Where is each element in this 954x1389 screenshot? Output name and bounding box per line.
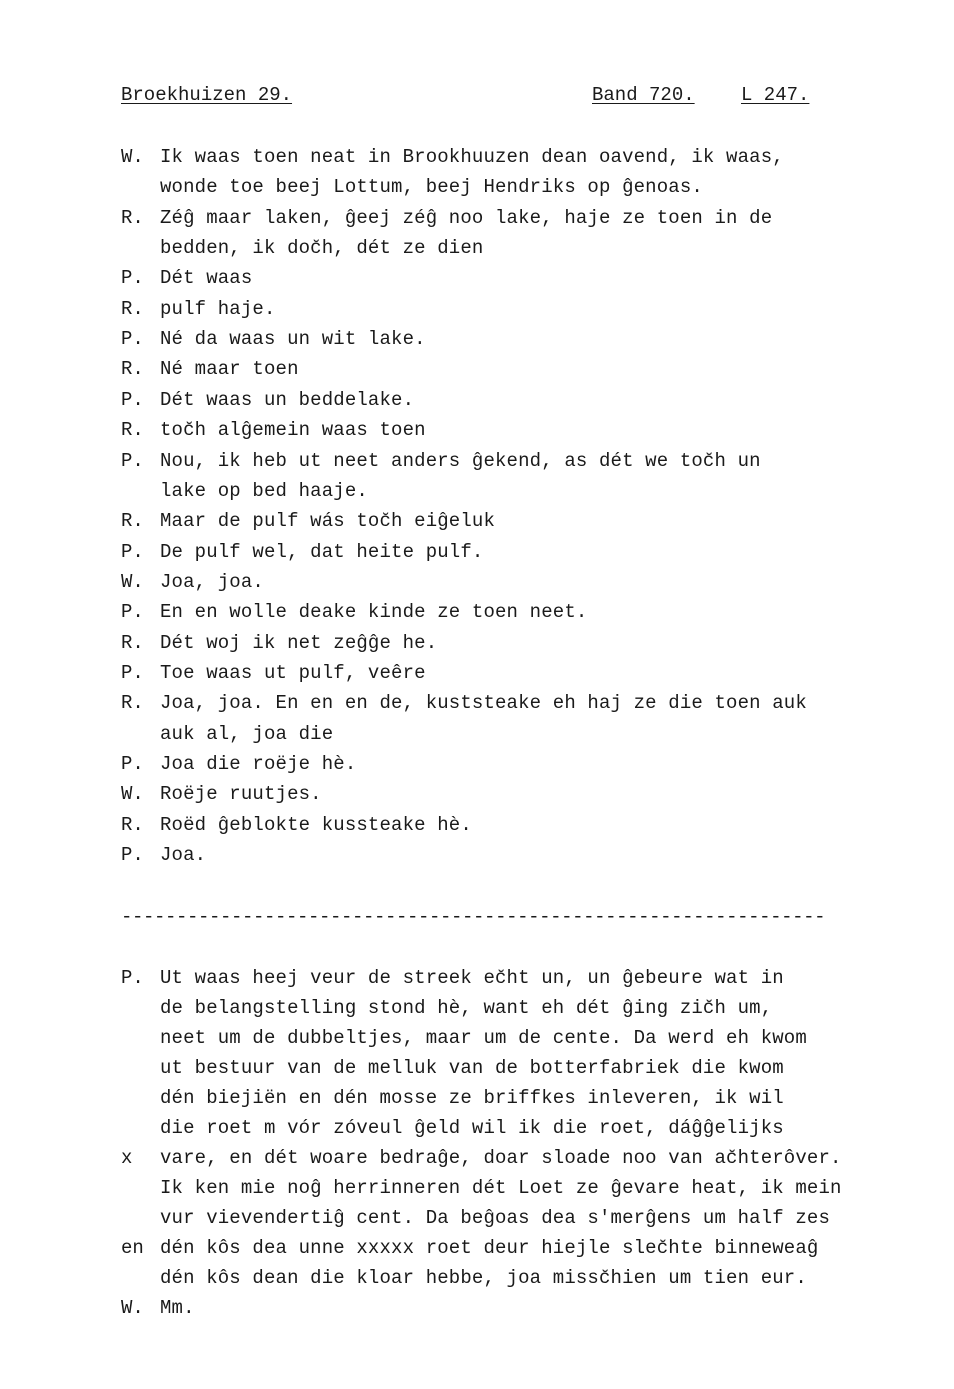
speaker-label: P. <box>121 601 144 624</box>
transcript-line: Roëd ĝeblokte kussteake hè. <box>160 813 472 836</box>
transcript-line: Dét woj ik net zeĝĝe he. <box>160 631 438 654</box>
speaker-label: P. <box>121 661 144 684</box>
transcript-line: bedden, ik doc̆h, dét ze dien <box>160 237 484 260</box>
speaker-label: R. <box>121 692 144 715</box>
transcript-line: Toe waas ut pulf, veêre <box>160 661 426 684</box>
transcript-line: auk al, joa die <box>160 722 334 745</box>
speaker-label: P. <box>121 267 144 290</box>
transcript-line: dén kôs dean die kloar hebbe, joa missc̆hien um tien eur. <box>160 1267 807 1289</box>
transcript-line: Joa die roëje hè. <box>160 753 357 775</box>
speaker-label: W. <box>121 783 144 806</box>
transcript-line: En en wolle deake kinde ze toen neet. <box>160 601 588 624</box>
transcript-line: pulf haje. <box>160 297 276 320</box>
transcript-line: Ik waas toen neat in Brookhuuzen dean oavend, ik waas, <box>160 146 784 168</box>
transcript-line: die roet m vór zóveul ĝeld wil ik die roet, dáĝĝelijks <box>160 1117 784 1139</box>
transcript-line: Roëje ruutjes. <box>160 783 322 806</box>
speaker-label: R. <box>121 813 144 836</box>
transcript-line: dén kôs dea unne xxxxx roet deur hiejle slec̆hte binneweaĝ <box>160 1237 819 1259</box>
speaker-label: P. <box>121 449 144 472</box>
speaker-label: x <box>121 1147 133 1169</box>
transcript-line: Né da waas un wit lake. <box>160 328 426 351</box>
speaker-label: R. <box>121 358 144 381</box>
transcript-line: vare, en dét woare bedraĝe, doar sloade noo van ac̆hterôver. <box>160 1147 842 1169</box>
speaker-label: R. <box>121 419 144 442</box>
speaker-label: W. <box>121 146 144 168</box>
transcript-line: Ut waas heej veur de streek ec̆ht un, un ĝebeure wat in <box>160 967 784 989</box>
transcript-line: Nou, ik heb ut neet anders ĝekend, as dét we toc̆h un <box>160 449 761 472</box>
transcript-line: Né maar toen <box>160 358 299 381</box>
transcript-line: de belangstelling stond hè, want eh dét ĝing zic̆h um, <box>160 997 773 1019</box>
speaker-label: P. <box>121 753 144 775</box>
transcript-line: De pulf wel, dat heite pulf. <box>160 540 484 563</box>
transcript-line: Joa, joa. <box>160 570 264 593</box>
transcript-line: neet um de dubbeltjes, maar um de cente. Da werd eh kwom <box>160 1027 807 1049</box>
transcript-line: Dét waas <box>160 267 253 290</box>
transcript-line: Dét waas un beddelake. <box>160 388 415 411</box>
speaker-label: en <box>121 1237 144 1259</box>
speaker-label: R. <box>121 297 144 320</box>
transcript-line: wonde toe beej Lottum, beej Hendriks op ĝenoas. <box>160 176 703 199</box>
speaker-label: W. <box>121 1297 144 1319</box>
header-location: Broekhuizen 29. <box>121 84 293 106</box>
transcript-line: Joa. <box>160 844 207 867</box>
speaker-label: R. <box>121 631 144 654</box>
speaker-label: R. <box>121 510 144 533</box>
section-divider: ---------------------------------------------------------------- <box>121 906 826 928</box>
transcript-line: Zéĝ maar laken, ĝeej zéĝ noo lake, haje ze toen in de <box>160 206 773 229</box>
transcript-line: lake op bed haaje. <box>160 479 368 502</box>
speaker-label: R. <box>121 206 144 229</box>
transcript-line: toc̆h alĝemein waas toen <box>160 419 426 442</box>
transcript-line: Ik ken mie noĝ herrinneren dét Loet ze ĝevare heat, ik mein <box>160 1177 842 1199</box>
speaker-label: W. <box>121 570 144 593</box>
speaker-label: P. <box>121 967 144 989</box>
transcript-line: dén biejiën en dén mosse ze briffkes inleveren, ik wil <box>160 1087 784 1109</box>
header-band: Band 720. <box>592 84 695 106</box>
transcript-line: Mm. <box>160 1297 195 1319</box>
transcript-line: vur vievendertiĝ cent. Da beĝoas dea s'merĝens um half zes <box>160 1207 831 1229</box>
speaker-label: P. <box>121 388 144 411</box>
transcript-line: Maar de pulf wás toc̆h eiĝeluk <box>160 510 496 533</box>
speaker-label: P. <box>121 540 144 563</box>
speaker-label: P. <box>121 844 144 867</box>
transcript-line: Joa, joa. En en en de, kuststeake eh haj ze die toen auk <box>160 692 807 715</box>
speaker-label: P. <box>121 328 144 351</box>
transcript-line: ut bestuur van de melluk van de botterfabriek die kwom <box>160 1057 784 1079</box>
header-reference: L 247. <box>741 84 810 106</box>
